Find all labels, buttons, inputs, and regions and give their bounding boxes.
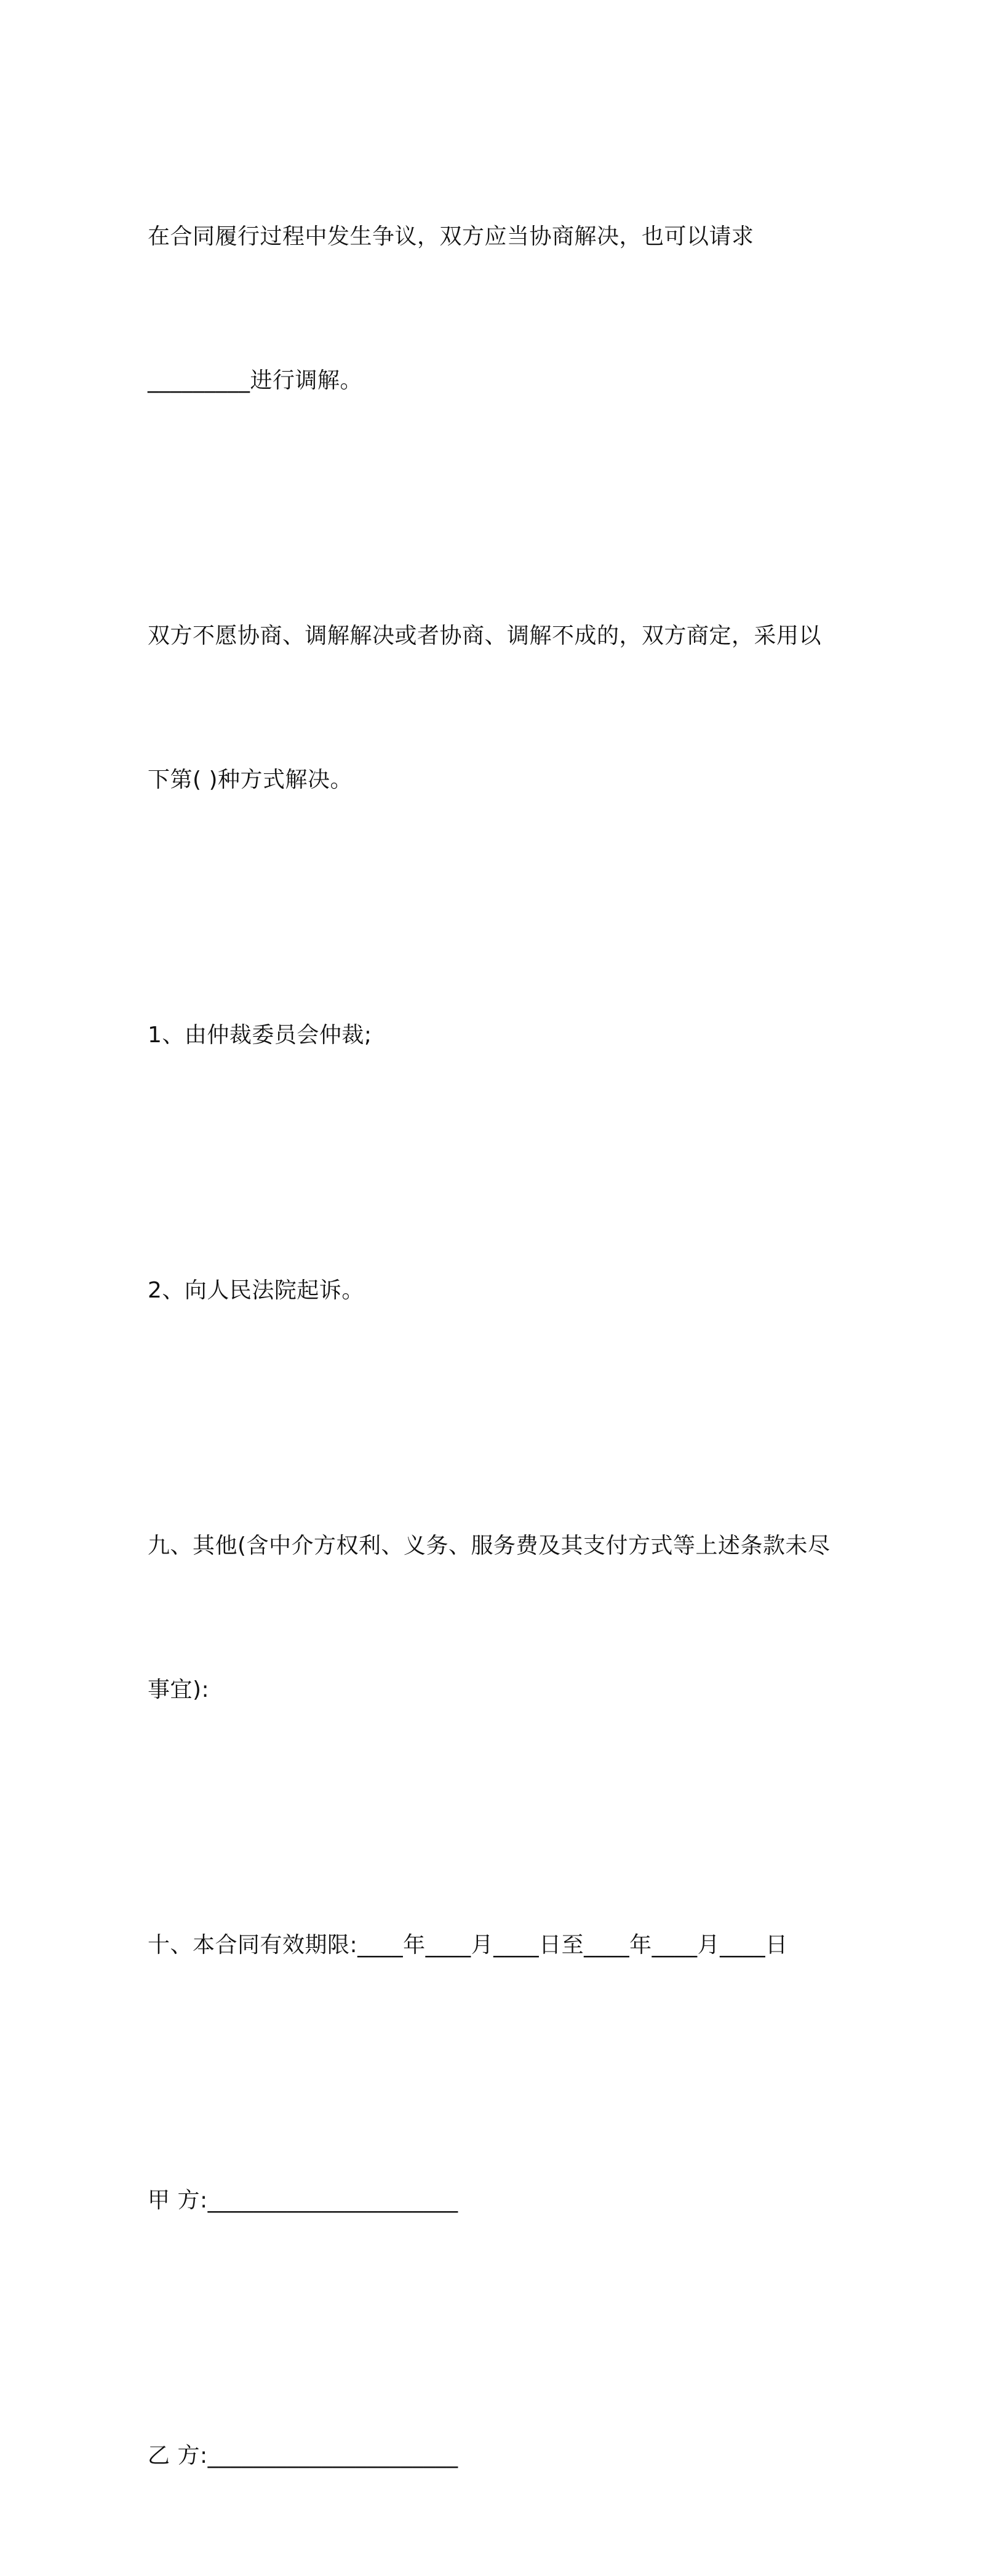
clause-10-text: 十、本合同有效期限:____年____月____日至____年____月____日 (148, 1932, 788, 1958)
option-2-text: 2、向人民法院起诉。 (148, 1278, 364, 1303)
resolution-paragraph (148, 516, 849, 900)
party-b-signature (148, 2336, 849, 2576)
party-a-signature (148, 2081, 849, 2321)
document-body (148, 117, 849, 2576)
clause-9-line-2: 事宜): (148, 1677, 210, 1702)
resolution-line-2: 下第( )种方式解决。 (148, 767, 353, 792)
dispute-line-2: _________进行调解。 (148, 368, 363, 393)
dispute-paragraph (148, 117, 849, 501)
option-1-text: 1、由仲裁委员会仲裁; (148, 1023, 372, 1048)
party-a-text: 甲 方:______________________ (148, 2188, 458, 2213)
party-b-text: 乙 方:______________________ (148, 2443, 458, 2468)
clause-10 (148, 1825, 849, 2065)
resolution-line-1: 双方不愿协商、调解解决或者协商、调解不成的，双方商定，采用以 (148, 623, 822, 648)
clause-9-line-1: 九、其他(含中介方权利、义务、服务费及其支付方式等上述条款未尽 (148, 1533, 831, 1558)
clause-9 (148, 1426, 849, 1810)
dispute-line-1: 在合同履行过程中发生争议，双方应当协商解决，也可以请求 (148, 224, 754, 249)
option-1 (148, 915, 849, 1155)
option-2 (148, 1171, 849, 1411)
